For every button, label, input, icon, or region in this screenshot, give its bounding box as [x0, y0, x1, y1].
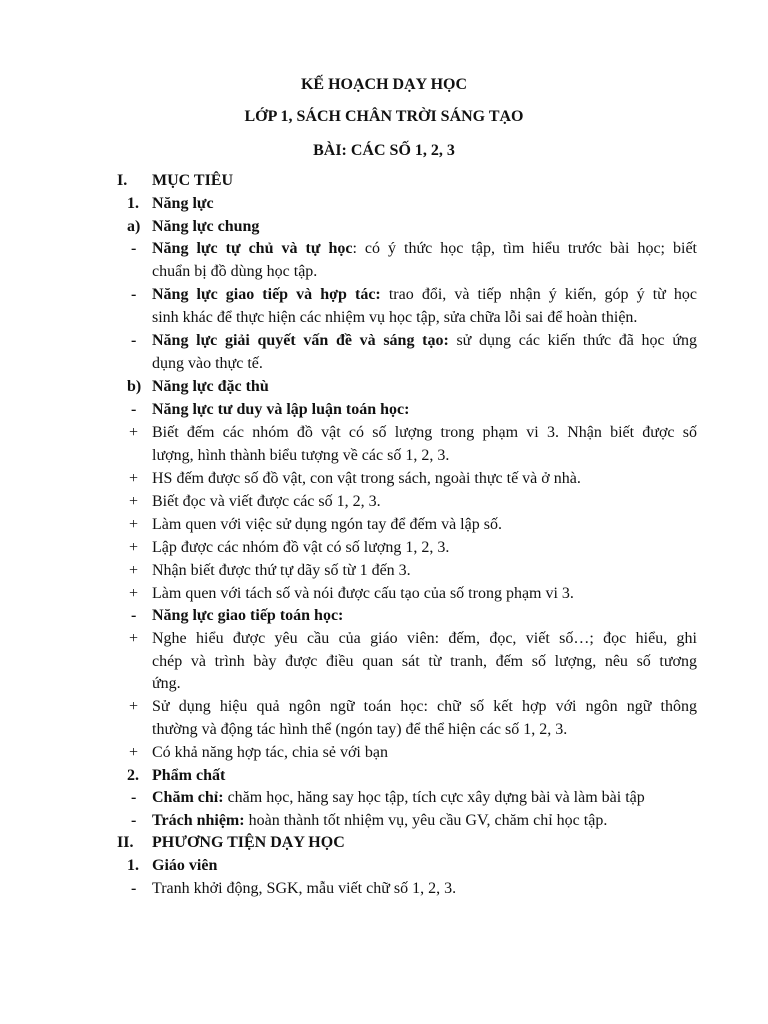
line-text — [152, 284, 697, 306]
line-regular-text: Làm quen với tách số và nói được cấu tạo của số trong phạm vi 3. — [152, 585, 574, 602]
line-bold-text: Chăm chỉ: — [152, 789, 224, 806]
line-regular-text: Có khả năng hợp tác, chia sẻ với bạn — [152, 744, 388, 761]
line-marker: b) — [127, 378, 142, 395]
line-marker: + — [129, 698, 139, 715]
line-regular-text: trao đổi, và tiếp nhận ý kiến, góp ý từ học — [380, 286, 698, 303]
line-regular-text: HS đếm được số đồ vật, con vật trong sách, ngoài thực tế và ở nhà. — [152, 470, 581, 487]
line-bold-text: Phẩm chất — [152, 767, 226, 784]
line-marker: 2. — [127, 767, 139, 784]
line-bold-text: Năng lực đặc thù — [152, 378, 269, 395]
line-text — [152, 353, 263, 375]
document-title: KẾ HOẠCH DẠY HỌC — [300, 76, 468, 93]
line-bold-text: Năng lực tư duy và lập luận toán học: — [152, 401, 410, 418]
line-text — [152, 468, 581, 490]
line-text — [152, 537, 449, 559]
line-marker: - — [131, 401, 137, 418]
line-text — [152, 261, 317, 283]
line-marker: + — [129, 562, 139, 579]
line-regular-text: : có ý thức học tập, tìm hiểu trước bài học; biết — [352, 240, 698, 257]
line-regular-text: Biết đếm các nhóm đồ vật có số lượng trong phạm vi 3. Nhận biết được số — [152, 424, 697, 441]
line-regular-text: sử dụng các kiến thức đã học ứng — [448, 332, 697, 349]
line-regular-text: dụng vào thực tế. — [152, 355, 263, 372]
line-text — [152, 765, 225, 787]
line-marker: - — [131, 789, 137, 806]
line-text — [152, 810, 607, 832]
line-bold-text: Năng lực — [152, 195, 214, 212]
line-marker: - — [131, 332, 137, 349]
line-text — [152, 742, 388, 764]
line-regular-text: Tranh khởi động, SGK, mẫu viết chữ số 1, 2, 3. — [152, 880, 457, 897]
line-text — [152, 307, 637, 329]
line-bold-text: Năng lực giao tiếp và hợp tác: — [152, 286, 381, 303]
line-marker: a) — [127, 218, 141, 235]
line-marker: 1. — [127, 857, 139, 874]
line-marker: + — [129, 744, 139, 761]
line-regular-text: lượng, hình thành biểu tượng về các số 1, 2, 3. — [152, 447, 450, 464]
line-text — [152, 651, 697, 673]
line-regular-text: hoàn thành tốt nhiệm vụ, yêu cầu GV, chăm chỉ học tập. — [244, 812, 608, 829]
line-text — [152, 514, 502, 536]
line-bold-text: Năng lực tự chủ và tự học — [152, 240, 353, 257]
line-marker: + — [129, 516, 139, 533]
line-text — [152, 832, 345, 854]
line-text — [152, 787, 645, 809]
line-regular-text: ứng. — [152, 675, 181, 692]
line-regular-text: Làm quen với việc sử dụng ngón tay để đếm và lập số. — [152, 516, 502, 533]
line-bold-text: PHƯƠNG TIỆN DẠY HỌC — [152, 834, 345, 851]
line-regular-text: sinh khác để thực hiện các nhiệm vụ học tập, sửa chữa lỗi sai để hoàn thiện. — [152, 309, 638, 326]
line-marker: + — [129, 630, 139, 647]
line-text — [152, 238, 697, 260]
line-marker: + — [129, 585, 139, 602]
line-bold-text: Trách nhiệm: — [152, 812, 245, 829]
line-marker: - — [131, 240, 137, 257]
line-marker: + — [129, 424, 139, 441]
line-text — [152, 491, 381, 513]
line-text — [152, 216, 259, 238]
line-marker: + — [129, 493, 139, 510]
line-bold-text: Giáo viên — [152, 857, 218, 874]
line-marker: - — [131, 812, 137, 829]
line-bold-text: MỤC TIÊU — [152, 172, 234, 189]
line-text — [152, 878, 456, 900]
line-text — [152, 628, 697, 650]
line-text — [152, 445, 449, 467]
line-text — [152, 696, 697, 718]
line-regular-text: Sử dụng hiệu quả ngôn ngữ toán học: chữ số kết hợp với ngôn ngữ thông — [152, 698, 697, 715]
line-regular-text: Biết đọc và viết được các số 1, 2, 3. — [152, 493, 381, 510]
line-text — [152, 673, 181, 695]
line-text — [152, 605, 343, 627]
line-marker: II. — [117, 834, 134, 851]
line-regular-text: Nhận biết được thứ tự dãy số từ 1 đến 3. — [152, 562, 411, 579]
line-marker: + — [129, 470, 139, 487]
line-text — [152, 399, 409, 421]
line-marker: 1. — [127, 195, 139, 212]
line-regular-text: chuẩn bị đồ dùng học tập. — [152, 263, 318, 280]
line-text — [152, 560, 411, 582]
lesson-title: BÀI: CÁC SỐ 1, 2, 3 — [313, 142, 455, 159]
line-bold-text: Năng lực giao tiếp toán học: — [152, 607, 344, 624]
line-regular-text: Nghe hiểu được yêu cầu của giáo viên: đếm, đọc, viết số…; đọc hiểu, ghi — [152, 630, 697, 647]
line-marker: I. — [117, 172, 128, 189]
line-text — [152, 193, 214, 215]
line-text — [152, 376, 269, 398]
line-regular-text: thường và động tác hình thể (ngón tay) để thể hiện các số 1, 2, 3. — [152, 721, 568, 738]
line-text — [152, 719, 567, 741]
line-bold-text: Năng lực chung — [152, 218, 260, 235]
line-text — [152, 422, 697, 444]
line-regular-text: chép và trình bày được điều quan sát từ tranh, đếm số lượng, nêu số tương — [152, 653, 697, 670]
document-subtitle: LỚP 1, SÁCH CHÂN TRỜI SÁNG TẠO — [244, 108, 524, 125]
line-regular-text: Lập được các nhóm đồ vật có số lượng 1, 2, 3. — [152, 539, 450, 556]
line-text — [152, 170, 233, 192]
line-marker: + — [129, 539, 139, 556]
line-bold-text: Năng lực giải quyết vấn đề và sáng tạo: — [152, 332, 449, 349]
line-regular-text: chăm học, hăng say học tập, tích cực xây dựng bài và làm bài tập — [223, 789, 645, 806]
line-marker: - — [131, 880, 137, 897]
line-marker: - — [131, 607, 137, 624]
line-text — [152, 855, 217, 877]
line-marker: - — [131, 286, 137, 303]
line-text — [152, 583, 574, 605]
line-text — [152, 330, 697, 352]
